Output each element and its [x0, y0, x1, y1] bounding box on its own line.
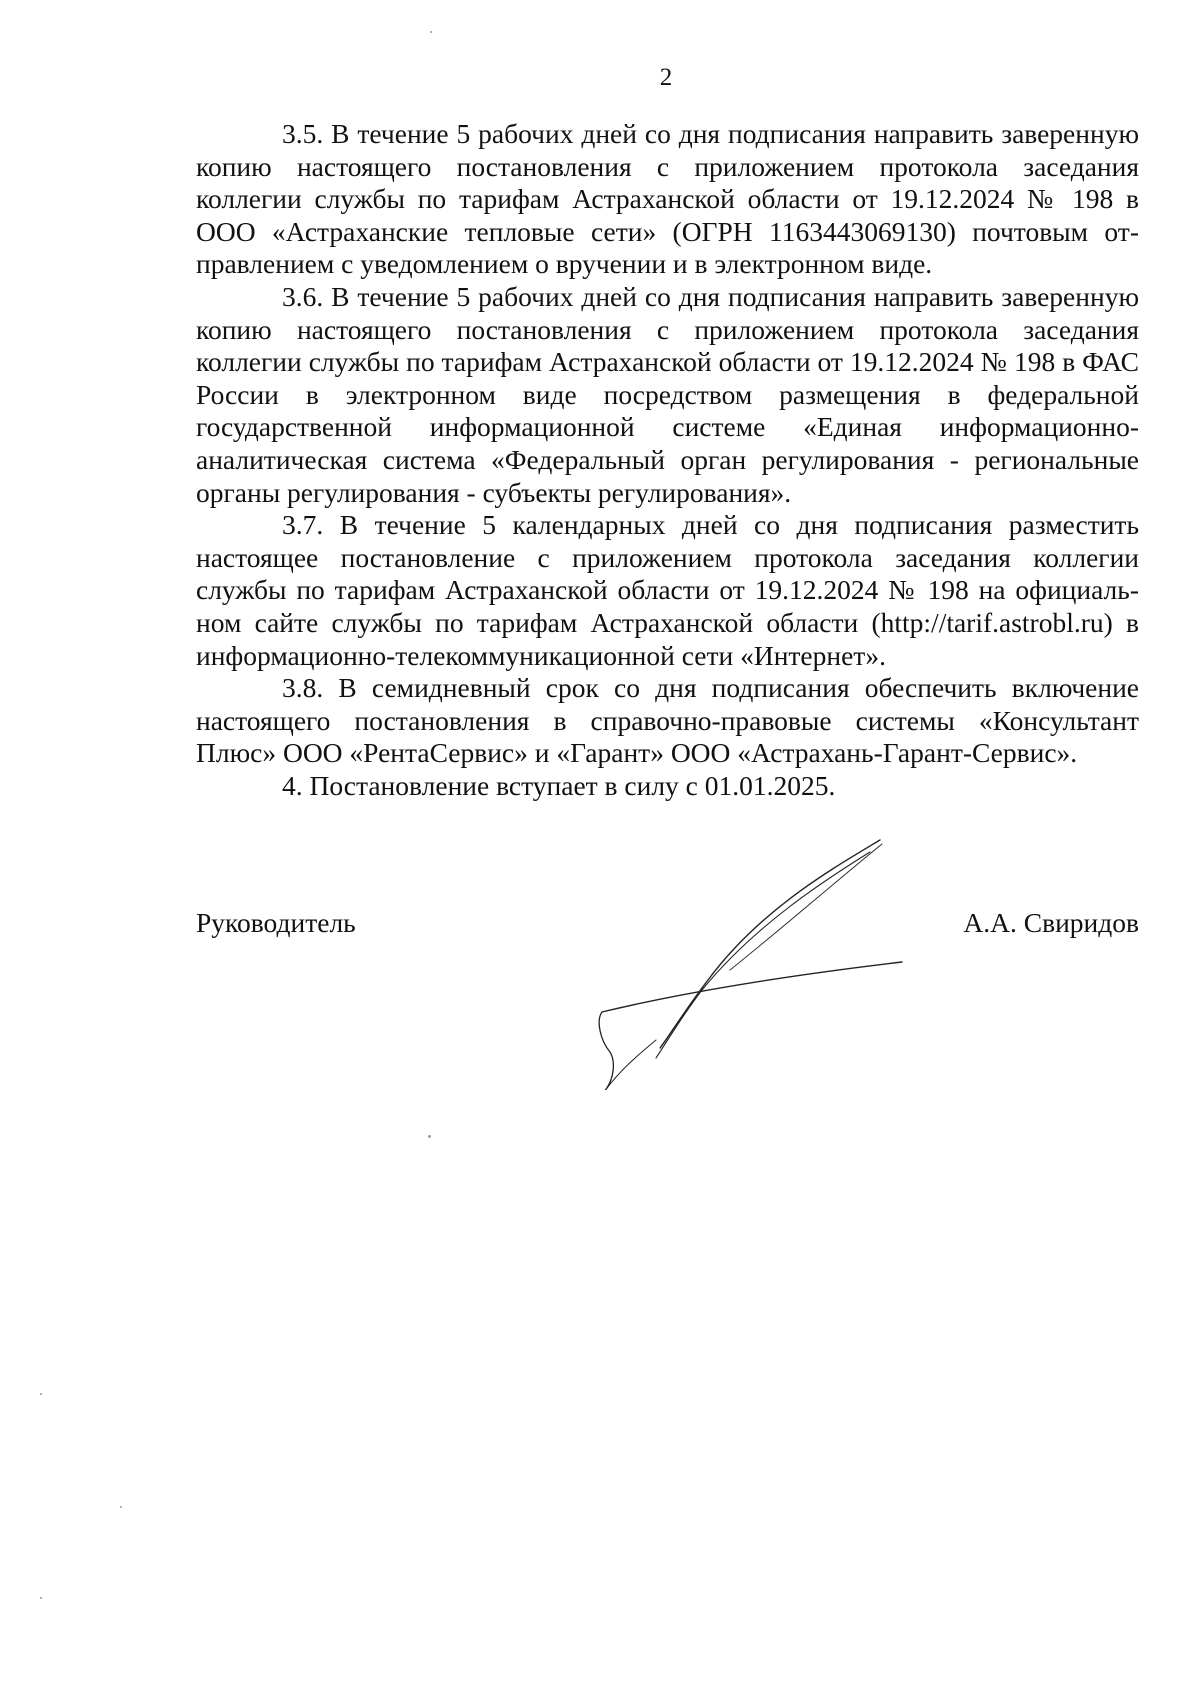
page-number: 2 — [659, 64, 673, 91]
paragraph-3-7: 3.7. В течение 5 календарных дней со дня подписания разместить настоящее постановление с приложением протокола заседания коллегии службы по тарифам Астраханской области от 19.12.2024 № 198 на официальном сайте службы по тарифам Астраханской области (http://tarif.astrobl.ru) в информационно-телекоммуникационной сети «Интернет». — [196, 509, 1139, 671]
signature-stroke-upper-3 — [730, 844, 882, 970]
signature-stroke-horizontal — [602, 962, 902, 1012]
handwritten-signature — [590, 830, 920, 1090]
signatory-name: А.А. Свиридов — [963, 907, 1139, 938]
scan-speck — [120, 1506, 122, 1508]
paragraph-3-8: 3.8. В семидневный срок со дня подписания обеспечить включение настоящего постановления в справочно-правовые системы «Консультант Плюс» ООО «РентаСервис» и «Гарант» ООО «Астрахань-Гарант-Сервис». — [196, 672, 1139, 769]
signature-stroke-upper — [660, 840, 880, 1048]
scan-speck — [430, 31, 432, 33]
paragraph-3-5: 3.5. В течение 5 рабочих дней со дня подписания направить заверенную копию настоящего постановления с приложением протокола заседания коллегии службы по тарифам Астраханской области от 19.12.2024 № 198 в ООО «Астраханские тепловые сети» (ОГРН 1163443069130) почтовым отправлением с уведомлением о вручении и в электронном виде. — [196, 118, 1139, 280]
paragraph-3-6: 3.6. В течение 5 рабочих дней со дня подписания направить заверенную копию настоящего постановления с приложением протокола заседания коллегии службы по тарифам Астраханской области от 19.12.2024 № 198 в ФАС России в электронном виде посредством размещения в федеральной государственной информационной системе «Единая информационно-аналитическая система «Федеральный орган регулирования - региональные органы регулирования - субъекты регулирования». — [196, 280, 1139, 508]
signature-stroke-tail — [604, 1040, 656, 1090]
signature-stroke-loop — [599, 1012, 613, 1090]
paragraph-4: 4. Постановление вступает в силу с 01.01.2025. — [282, 769, 836, 801]
scan-speck — [428, 1135, 431, 1138]
signatory-position: Руководитель — [196, 907, 356, 938]
scan-speck — [40, 1393, 42, 1395]
signature-stroke-upper-2 — [656, 852, 870, 1058]
document-body — [196, 118, 1139, 802]
scan-speck — [40, 1597, 42, 1599]
